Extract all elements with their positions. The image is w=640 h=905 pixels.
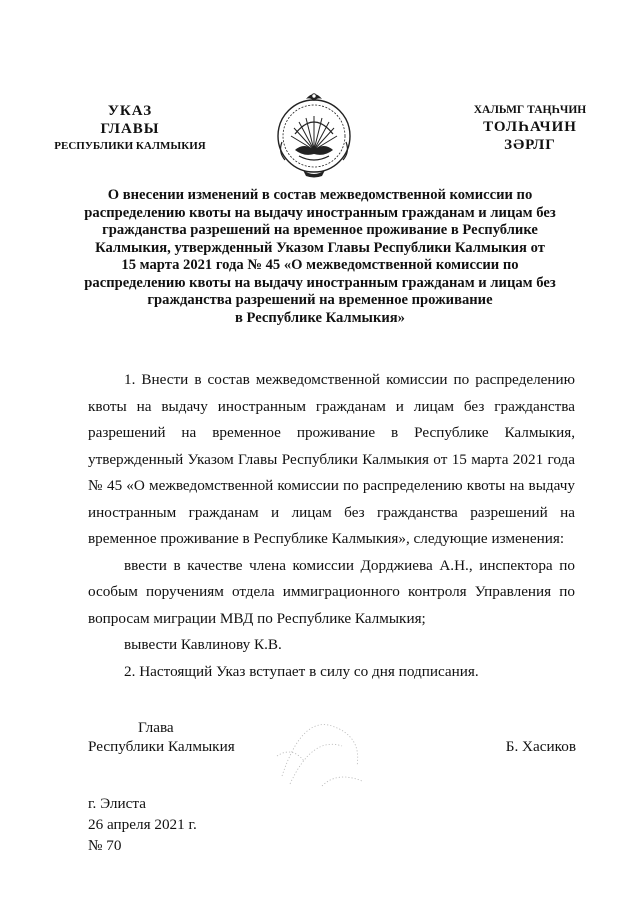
footer-city: г. Элиста <box>88 795 146 812</box>
document-body <box>88 367 575 685</box>
signature-title-line1: Глава <box>138 719 174 736</box>
signature-stamp-icon <box>262 706 382 796</box>
body-paragraph-3: вывести Кавлинову К.В. <box>124 636 282 653</box>
title-line: Калмыкия, утвержденный Указом Главы Республики Калмыкия от <box>95 239 545 256</box>
footer-date: 26 апреля 2021 г. <box>88 816 197 833</box>
body-paragraph-4: 2. Настоящий Указ вступает в силу со дня подписания. <box>124 662 479 680</box>
kalmykia-coat-of-arms-icon <box>273 90 355 178</box>
signature-name: Б. Хасиков <box>505 738 576 755</box>
header-right-decree: ЗӘРЛГ <box>504 137 556 153</box>
title-line: в Республике Калмыкия» <box>235 309 405 326</box>
header-left-republic: РЕСПУБЛИКИ КАЛМЫКИЯ <box>54 140 206 152</box>
footer-number: № 70 <box>88 837 122 854</box>
title-line: гражданства разрешений на временное проживание в Республике <box>102 222 538 238</box>
title-line: О внесении изменений в состав межведомственной комиссии по <box>107 187 533 203</box>
title-line: распределению квоты на выдачу иностранным гражданам и лицам без <box>84 274 556 291</box>
header-left-decree: УКАЗ <box>107 103 153 119</box>
header-right-head: ТОЛҺАЧИН <box>483 119 577 135</box>
header-left-block <box>30 102 230 154</box>
title-line: распределению квоты на выдачу иностранным гражданам и лицам без <box>84 204 556 221</box>
header-left-head: ГЛАВЫ <box>100 121 160 137</box>
body-paragraph-1: 1. Внести в состав межведомственной комиссии по распределению квоты на выдачу иностранным гражданам и лицам без гражданства разрешений на временное проживание в Республике Калмыкия, утвержденный Указом Главы Республики Калмыкия от 15 марта 2021 года № 45 «О межведомственной комиссии по распределению квоты на выдачу иностранным гражданам и лицам без гражданства разрешений на временное проживание в Республике Калмыкия», следующие изменения: <box>88 371 575 547</box>
document-footer <box>88 793 197 856</box>
header-right-people: ХАЛЬМГ ТАҢҺЧИН <box>473 104 587 116</box>
document-title <box>60 187 580 327</box>
title-line: 15 марта 2021 года № 45 «О межведомственной комиссии по <box>121 257 519 273</box>
title-line: гражданства разрешений на временное проживание <box>147 292 493 308</box>
body-paragraph-2: ввести в качестве члена комиссии Дорджиева А.Н., инспектора по особым поручениям отдела иммиграционного контроля Управления по вопросам миграции МВД по Республике Калмыкия; <box>88 556 575 627</box>
header-right-block <box>440 102 620 154</box>
document-header <box>0 90 640 180</box>
signature-title-line2: Республики Калмыкия <box>88 738 235 755</box>
